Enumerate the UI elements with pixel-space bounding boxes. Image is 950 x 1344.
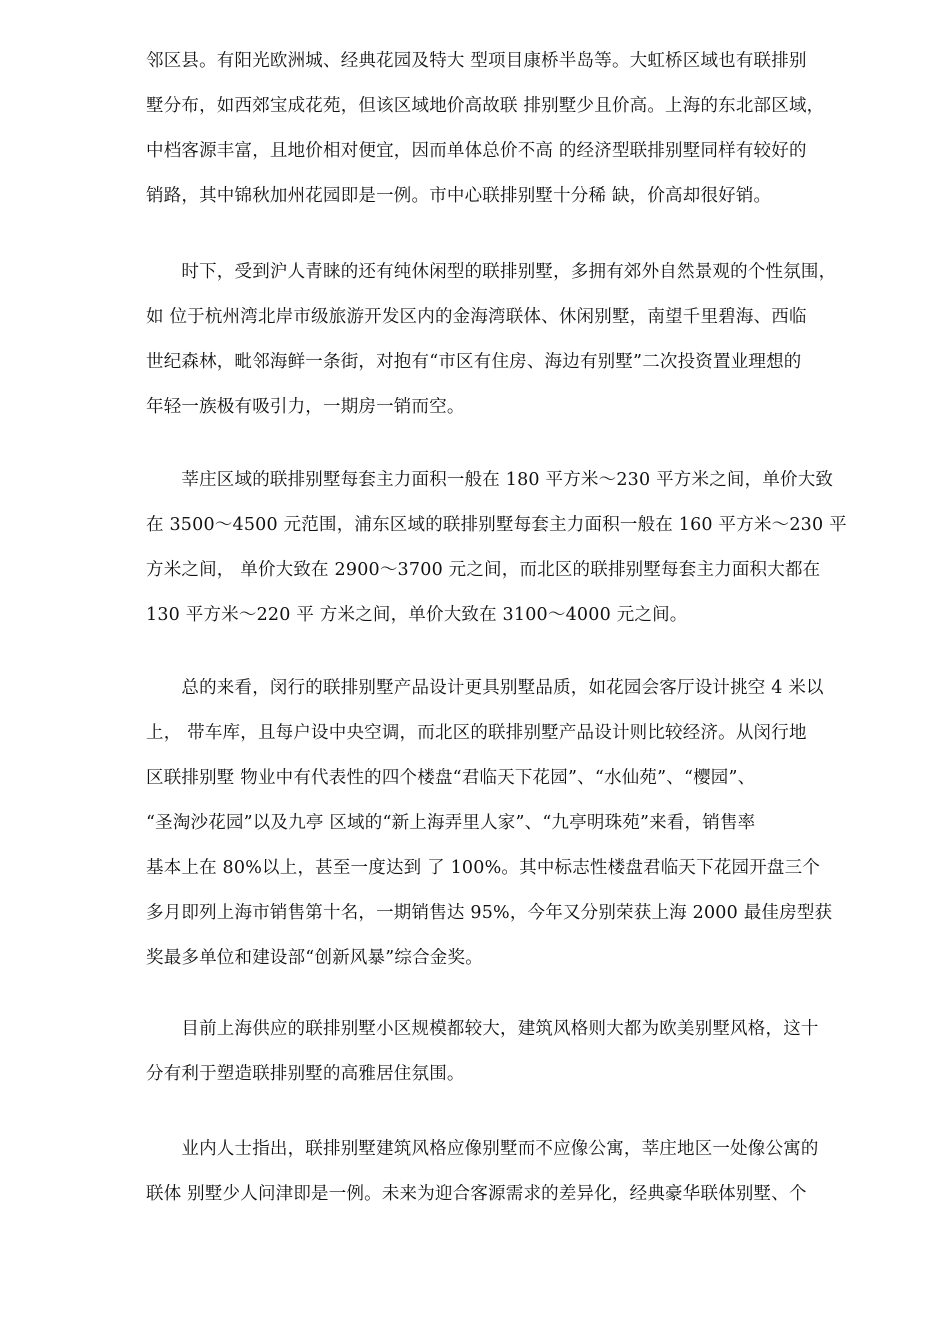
text-line: 基本上在 80%以上，甚至一度达到 了 100%。其中标志性楼盘君临天下花园开盘三个 [146,858,821,878]
text-line: 销路，其中锦秋加州花园即是一例。市中心联排别墅十分稀 缺，价高却很好销。 [146,186,772,206]
text-line: 年轻一族极有吸引力，一期房一销而空。 [146,397,465,417]
text-line: 世纪森林，毗邻海鲜一条街，对抱有“市区有住房、海边有别墅”二次投资置业理想的 [146,352,802,372]
text-line: 130 平方米～220 平 方米之间，单价大致在 3100～4000 元之间。 [146,605,688,625]
text-line: 如 位于杭州湾北岸市级旅游开发区内的金海湾联体、休闲别墅，南望千里碧海、西临 [146,307,807,327]
text-line: 莘庄区域的联排别墅每套主力面积一般在 180 平方米～230 平方米之间，单价大致 [146,470,834,490]
text-line: “圣淘沙花园”以及九亭 区域的“新上海弄里人家”、“九亭明珠苑”来看，销售率 [146,813,756,833]
text-line: 时下，受到沪人青睐的还有纯休闲型的联排别墅，多拥有郊外自然景观的个性氛围， [146,262,837,282]
text-line: 多月即列上海市销售第十名，一期销售达 95%，今年又分别荣获上海 2000 最佳房型获 [146,903,833,923]
text-line: 业内人士指出，联排别墅建筑风格应像别墅而不应像公寓，莘庄地区一处像公寓的 [146,1139,819,1159]
text-line: 目前上海供应的联排别墅小区规模都较大，建筑风格则大都为欧美别墅风格，这十 [146,1019,819,1039]
text-line: 联体 别墅少人问津即是一例。未来为迎合客源需求的差异化，经典豪华联体别墅、个 [146,1184,807,1204]
text-line: 邻区县。有阳光欧洲城、经典花园及特大 型项目康桥半岛等。大虹桥区域也有联排别 [146,51,807,71]
text-line: 上， 带车库，且每户设中央空调，而北区的联排别墅产品设计则比较经济。从闵行地 [146,723,807,743]
text-line: 墅分布，如西郊宝成花苑，但该区域地价高故联 排别墅少且价高。上海的东北部区域， [146,96,825,116]
text-line: 总的来看，闵行的联排别墅产品设计更具别墅品质，如花园会客厅设计挑空 4 米以 [146,678,824,698]
text-line: 在 3500～4500 元范围，浦东区域的联排别墅每套主力面积一般在 160 平方米～230 平 [146,515,847,535]
text-line: 中档客源丰富，且地价相对便宜，因而单体总价不高 的经济型联排别墅同样有较好的 [146,141,807,161]
text-line: 方米之间， 单价大致在 2900～3700 元之间，而北区的联排别墅每套主力面积大都在 [146,560,821,580]
text-line: 分有利于塑造联排别墅的高雅居住氛围。 [146,1064,465,1084]
text-line: 区联排别墅 物业中有代表性的四个楼盘“君临天下花园”、“水仙苑”、“樱园”、 [146,768,756,788]
text-line: 奖最多单位和建设部“创新风暴”综合金奖。 [146,948,483,968]
